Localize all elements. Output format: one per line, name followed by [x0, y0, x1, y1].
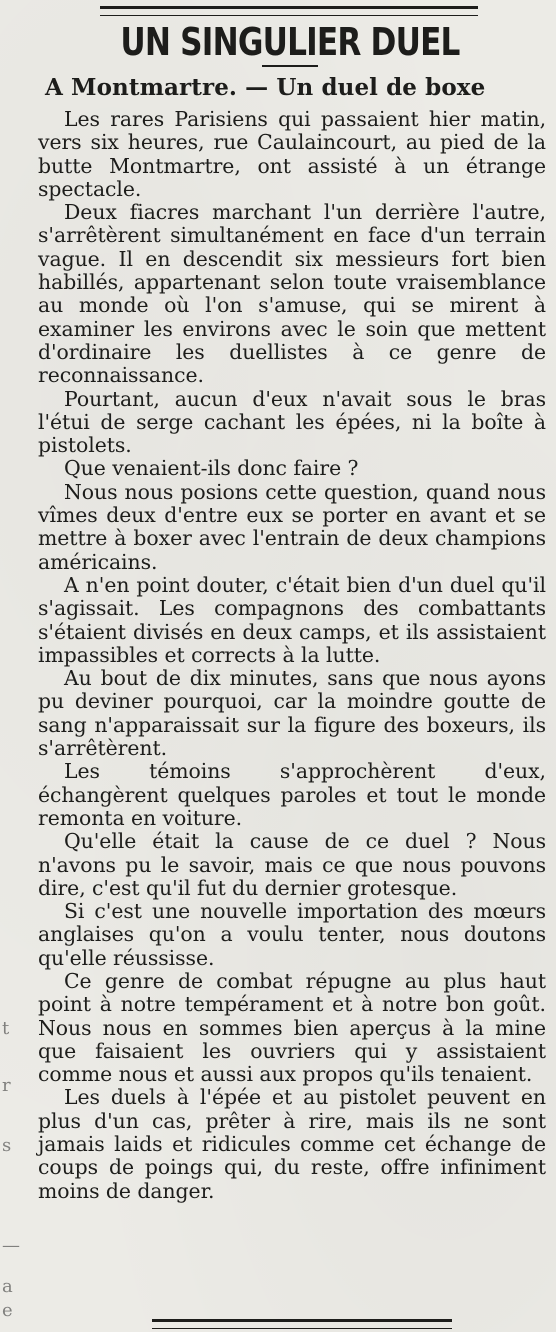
- paragraph: Les duels à l'épée et au pistolet peuvent en plus d'un cas, prêter à rire, mais ils ne sont jamais laids et ridicules comme cet échange de coups de poings qui, du reste, offre infiniment moins de danger.: [38, 1085, 546, 1203]
- paragraph: Qu'elle était la cause de ce duel ? Nous n'avons pu le savoir, mais ce que nous pouvons dire, c'est qu'il fut du dernier grotesque.: [38, 829, 546, 900]
- subhead: A Montmartre. — Un duel de boxe: [45, 74, 486, 101]
- paragraph: Nous nous posions cette question, quand nous vîmes deux d'entre eux se porter en avant et se mettre à boxer avec l'entrain de deux champions américains.: [38, 479, 546, 574]
- paragraph: Les témoins s'approchèrent d'eux, échangèrent quelques paroles et tout le monde remonta en voiture.: [38, 759, 546, 830]
- paragraph: Que venaient-ils donc faire ?: [64, 456, 359, 481]
- paragraph: Les rares Parisiens qui passaient hier matin, vers six heures, rue Caulaincourt, au pied de la butte Montmartre, ont assisté à un étrange spectacle.: [38, 107, 546, 201]
- margin-fragment: s: [2, 1135, 12, 1156]
- left-margin-bleed: [0, 0, 30, 1332]
- paragraph: Deux fiacres marchant l'un derrière l'autre, s'arrêtèrent simultanément en face d'un terrain vague. Il en descendit six messieurs fort bien habillés, appartenant selon toute vraisemblance au monde où l'on s'amuse, qui se mirent à examiner les environs avec le soin que mettent d'ordinaire les duellistes à ce genre de reconnaissance.: [38, 200, 546, 388]
- paragraph: Si c'est une nouvelle importation des mœurs anglaises qu'on a voulu tenter, nous doutons qu'elle réussisse.: [38, 899, 546, 970]
- paragraph: Pourtant, aucun d'eux n'avait sous le bras l'étui de serge cachant les épées, ni la boîte à pistolets.: [38, 386, 546, 458]
- headline: UN SINGULIER DUEL: [120, 20, 460, 64]
- paragraph: A n'en point douter, c'était bien d'un duel qu'il s'agissait. Les compagnons des combattants s'étaient divisés en deux camps, et ils assistaient impassibles et corrects à la lutte.: [38, 572, 546, 667]
- headline-divider: [262, 65, 318, 67]
- margin-fragment: r: [2, 1075, 11, 1096]
- margin-fragment: a: [2, 1276, 13, 1297]
- paragraph: Ce genre de combat répugne au plus haut point à notre tempérament et à notre bon goût. Nous nous en sommes bien aperçus à la mine que faisaient les ouvriers qui y assistaient comme nous et aussi aux propos qu'ils tenaient.: [38, 968, 546, 1087]
- margin-fragment: e: [2, 1300, 13, 1321]
- bottom-rule: [152, 1319, 452, 1329]
- margin-fragment: —: [2, 1235, 20, 1256]
- article-body: [38, 108, 546, 1203]
- article-column: [30, 0, 550, 1332]
- top-rule: [100, 6, 478, 16]
- margin-fragment: t: [2, 1018, 10, 1039]
- paragraph: Au bout de dix minutes, sans que nous ayons pu deviner pourquoi, car la moindre goutte de sang n'apparaissait sur la figure des boxeurs, ils s'arrêtèrent.: [38, 666, 546, 761]
